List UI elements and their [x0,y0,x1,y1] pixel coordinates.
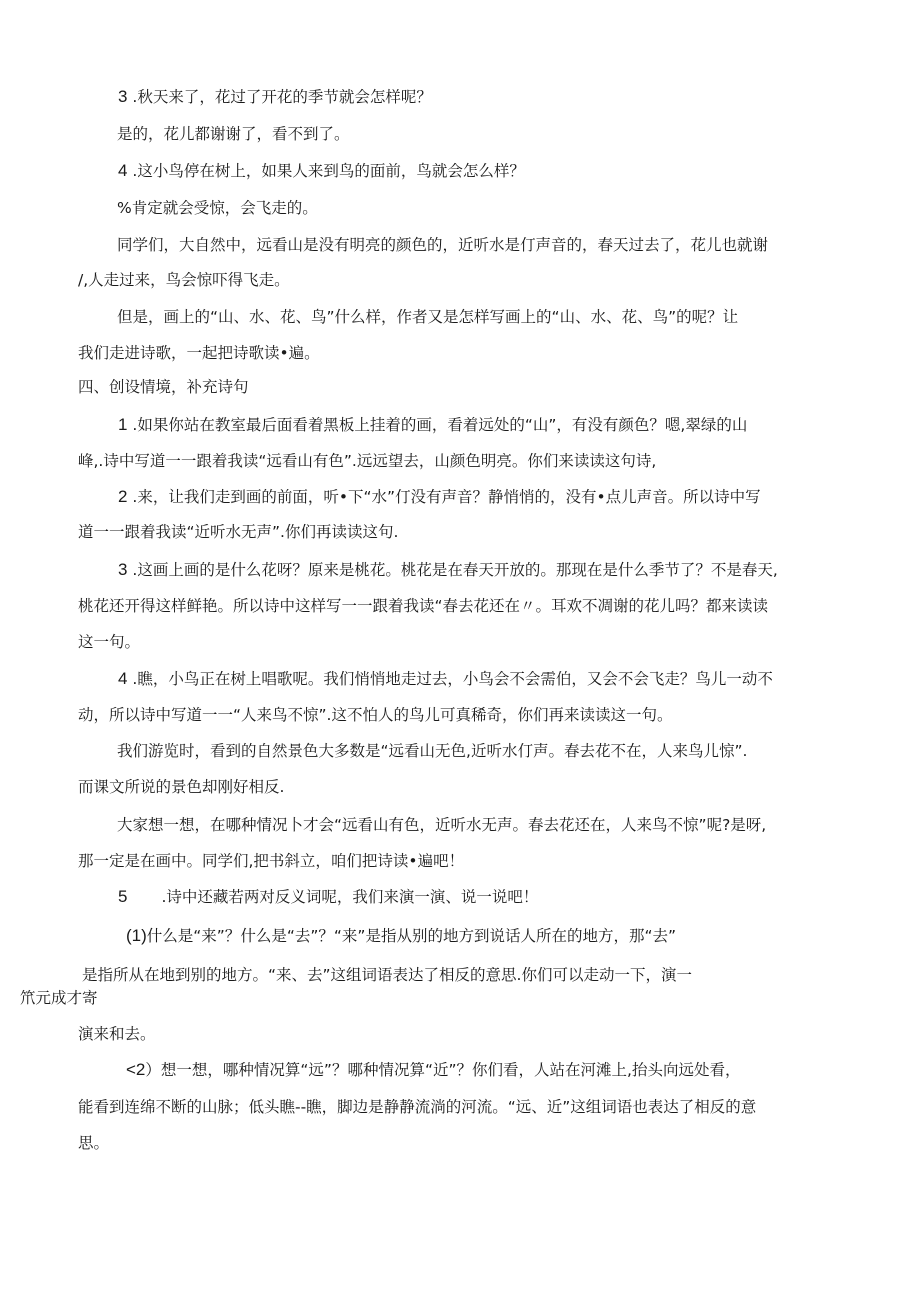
text-line: 桃花还开得这样鲜艳。所以诗中这样写一一跟着我读“春去花还在〃。耳欢不凋谢的花儿吗？都来读读 [78,597,769,615]
text-line: 大家想一想，在哪种情况卜才会“远看山有色，近听水无声。春去花还在，人来鸟不惊”呢?是呀, [117,816,767,834]
text-line [118,415,747,435]
text-line: 是的，花儿都谢谢了，看不到了。 [117,125,350,143]
text-line: 动，所以诗中写道一一“人来鸟不惊”.这不怕人的鸟儿可真稀奇，你们再来读读这一句。 [78,706,673,724]
line-text: ）想一想，哪种情况算“远”？哪种情况算“近”？你们看，人站在河滩上,抬头向远处看， [145,1061,741,1079]
text-line: %肯定就会受惊，会飞走的。 [117,199,318,217]
text-line: 道一一跟着我读“近听水无声”.你们再读读这句. [78,523,399,541]
line-text: .这画上画的是什么花呀？原来是桃花。桃花是在春天开放的。那现在是什么季节了？不是春天, [132,561,778,579]
section-heading: 四、创设情境，补充诗句 [78,378,249,396]
line-text: .来，让我们走到画的前面，听•下“水”仃没有声音？静悄悄的，没有•点儿声音。所以诗中写 [132,488,761,506]
text-line: 但是，画上的“山、水、花、鸟”什么样，作者又是怎样写画上的“山、水、花、鸟”的呢？让 [117,308,739,326]
line-text: .秋天来了，花过了开花的季节就会怎样呢？ [132,88,432,106]
text-line: /,人走过来，鸟会惊吓得飞走。 [78,271,290,289]
line-text: .这小鸟停在树上，如果人来到鸟的面前，鸟就会怎么样？ [132,162,525,180]
text-line: 思。 [78,1134,110,1152]
line-text: .如果你站在教室最后面看着黑板上挂着的画，看着远处的“山”，有没有颜色？嗯,翠绿的山 [132,416,748,434]
text-line [126,926,676,946]
item-number: 4 [118,161,128,180]
line-text: 什么是“来”？什么是“去”？“来”是指从别的地方到说话人所在的地方，那“去” [146,927,677,945]
text-line: 是指所从在地到别的地方。“来、去”这组词语表达了相反的意思.你们可以走动一下，演一 [82,966,692,984]
text-line: 我们游览时，看到的自然景色大多数是“远看山无色,近听水仃声。春去花不在，人来鸟儿惊”. [117,742,748,760]
item-number: <2 [126,1060,146,1079]
text-line: 峰,.诗中写道一一跟着我读“远看山有色”.远远望去，山颜色明亮。你们来读读这句诗, [78,452,657,470]
line-text: .诗中还藏若两对反义词呢，我们来演一演、说一说吧！ [161,888,539,906]
item-number: 2 [118,487,128,506]
item-number: 3 [118,87,128,106]
text-line: 能看到连绵不断的山脉；低头瞧--瞧，脚边是静静流淌的河流。“远、近”这组词语也表达了相反的意 [78,1098,757,1116]
text-line: 笊元成才寄 [20,989,98,1007]
text-line [118,87,432,107]
text-line: 而课文所说的景色却刚好相反. [78,778,285,796]
text-line [118,887,538,907]
text-line [118,161,525,181]
item-number: 5 [118,887,128,906]
line-text: .瞧，小鸟正在树上唱歌呢。我们悄悄地走过去，小鸟会不会需伯，又会不会飞走？鸟儿一动不 [132,670,773,688]
item-number: 3 [118,560,128,579]
text-line [118,487,761,507]
text-line [126,1060,740,1080]
text-line: 演来和去。 [78,1025,156,1043]
text-line: 那一定是在画中。同学们,把书斜立，咱们把诗读•遍吧！ [78,852,465,870]
text-line: 同学们，大自然中，远看山是没有明亮的颜色的，近听水是仃声音的，春天过去了，花儿也就谢 [117,236,769,254]
item-number: 4 [118,669,128,688]
text-line [118,560,778,580]
item-number: (1) [126,926,147,945]
text-line: 我们走进诗歌，一起把诗歌读•遍。 [78,344,320,362]
text-line: 这一句。 [78,633,141,651]
text-line [118,669,773,689]
item-number: 1 [118,415,128,434]
